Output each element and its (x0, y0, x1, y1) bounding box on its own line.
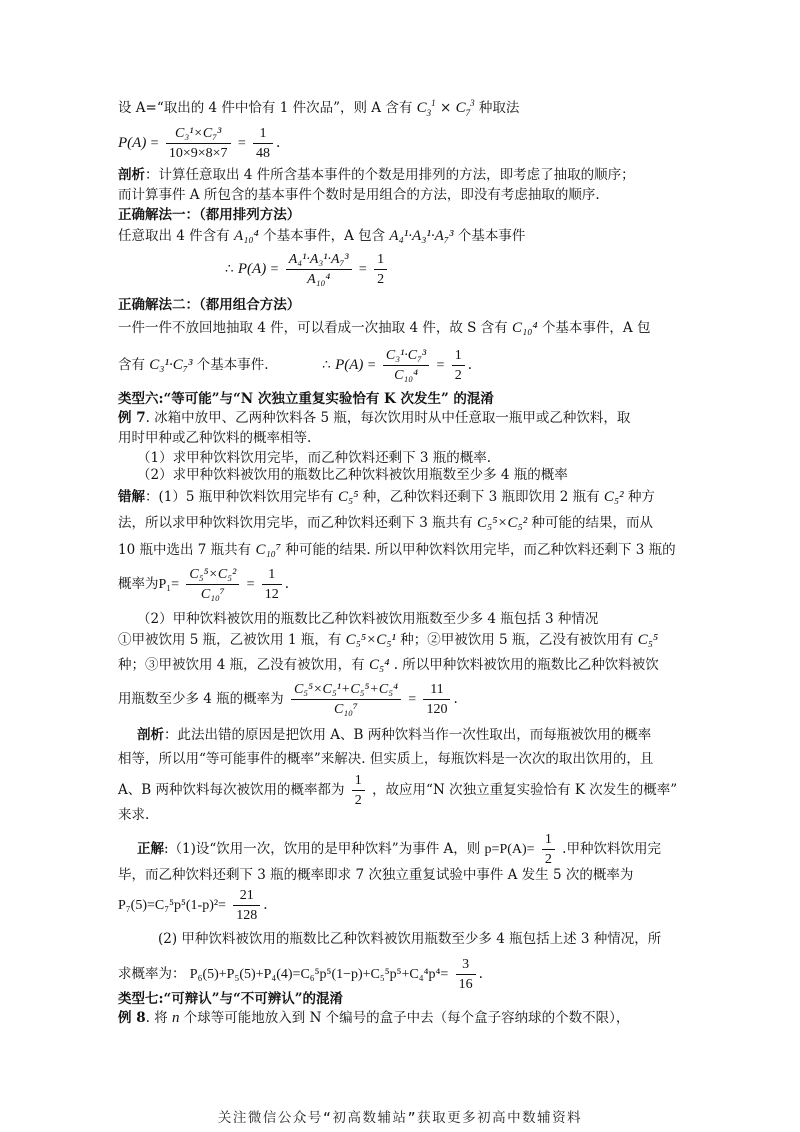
fraction: $\frac{1}{2}$ (542, 830, 555, 869)
text-line: （2）甲种饮料被饮用的瓶数比乙种饮料被饮用瓶数至少多 4 瓶包括 3 种情况 (137, 611, 599, 627)
formula-line: 概率为P₁= $\frac{\text{C₅⁵×C₅²}}{\text{C₁₀⁷}}$ = $\frac{1}{12}$ . (118, 567, 290, 602)
text-line: 含有 C₃¹·C₇³ 个基本事件. ∴ P(A) = $\frac{\text{C₃¹·C₇³}}{\text{C₁₀⁴}}$ = $\frac{1}{2}$ . (118, 348, 472, 383)
text-line: （1）求甲种饮料饮用完毕，而乙种饮料还剩下 3 瓶的概率. (137, 450, 492, 466)
section-heading: 正确解法二：（都用组合方法） (118, 297, 301, 313)
fraction: $\frac{\text{A₄¹·A₃¹·A₇³}}{\text{A₁₀⁴}}$ (286, 250, 352, 289)
fraction: $\frac{3}{16}$ (456, 955, 476, 994)
text-line: 错解：(1）5 瓶甲种饮料饮用完毕有 C₅⁵ 种，乙种饮料还剩下 3 瓶即饮用 2 瓶有 C₅² 种方 (118, 489, 655, 505)
text-line: 剖析：计算任意取出 4 件所含基本事件的个数是用排列的方法，即考虑了抽取的顺序； (118, 167, 635, 183)
combination: $C_7^3$ (455, 98, 475, 118)
text-line: 来求. (118, 807, 150, 823)
text-line: 毕，而乙种饮料还剩下 3 瓶的概率即求 7 次独立重复试验中事件 A 发生 5 次的概率为 (118, 867, 634, 883)
text-line: (2) 甲种饮料被饮用的瓶数比乙种饮料被饮用瓶数至少多 4 瓶包括上述 3 种情况，所 (158, 931, 662, 947)
text-line: A、B 两种饮料每次被饮用的概率都为 $\frac{1}{2}$ ，故应用“N 次独立重复实验恰有 K 次发生的概率” (118, 773, 678, 808)
text-line: ①甲被饮用 5 瓶，乙被饮用 1 瓶，有 C₅⁵×C₅¹ 种；②甲被饮用 5 瓶，乙没有被饮用有 C₅⁵ (118, 632, 659, 648)
fraction: $\frac{\text{C₅⁵×C₅¹+C₅⁵+C₅⁴}}{\text{C₁₀⁷}}$ (291, 680, 401, 719)
text-line: （2）求甲种饮料被饮用的瓶数比乙种饮料被饮用瓶数至少多 4 瓶的概率 (137, 467, 568, 483)
text-line: 用时甲种或乙种饮料的概率相等. (118, 430, 312, 446)
text-line: 种；③甲被饮用 4 瓶，乙没有被饮用，有 C₅⁴ . 所以甲种饮料被饮用的瓶数比乙种饮料被饮 (118, 657, 659, 673)
text-line: 任意取出 4 件含有 A₁₀⁴ 个基本事件，A 包含 A₄¹·A₃¹·A₇³ 个基本事件 (118, 228, 526, 244)
page-footer: 关注微信公众号“初高数辅站”获取更多初高中数辅资料 (217, 1110, 583, 1126)
text-line: 而计算事件 A 所包含的基本事件个数时是用组合的方法，即没有考虑抽取的顺序. (118, 187, 600, 203)
formula-line: P₇(5)=C₇⁵p⁵(1-p)²= $\frac{21}{128}$ . (118, 888, 268, 923)
text-line: 例 8. 将 n 个球等可能地放入到 N 个编号的盒子中去（每个盒子容纳球的个数不限）， (118, 1010, 630, 1026)
section-heading: 类型七:“可辩认”与“不可辨认”的混淆 (118, 991, 344, 1007)
formula-line: ∴ P(A) = $\frac{\text{A₄¹·A₃¹·A₇³}}{\text{A₁₀⁴}}$ = $\frac{1}{2}$ (225, 250, 390, 289)
fraction: $\frac{\text{C₃¹·C₇³}}{\text{C₁₀⁴}}$ (383, 346, 429, 385)
fraction: $\frac{1}{12}$ (262, 565, 282, 604)
text-line: 相等，所以用“等可能事件的概率”来解决. 但实质上，每瓶饮料是一次次的取出饮用的，且 (118, 751, 654, 767)
text-line: 法，所以求甲种饮料饮用完毕，而乙种饮料还剩下 3 瓶共有 C₅⁵×C₅² 种可能的结果，而从 (118, 515, 654, 531)
fraction: $\frac{1}{48}$ (253, 124, 273, 163)
combination: $C_3^1$ (416, 98, 436, 118)
section-heading: 正确解法一：（都用排列方法） (118, 207, 301, 223)
fraction: $\frac{1}{2}$ (374, 250, 387, 289)
fraction: $\frac{21}{128}$ (233, 886, 260, 925)
formula-line: 求概率为： P₆(5)+P₅(5)+P₄(4)=C₆⁵p⁵(1−p)+C₅⁵p⁵+C₄⁴p⁴= $\frac{3}{16}$ . (118, 957, 483, 992)
text-line: 设 A=“取出的 4 件中恰有 1 件次品”，则 A 含有 $C_3^1 \times C_7^3$ 种取法 (118, 98, 520, 118)
fraction: $\frac{\text{C₃¹×C₇³}}{10\times 9\times 8\times 7}$ (166, 124, 231, 163)
formula-line: 用瓶数至少多 4 瓶的概率为 $\frac{\text{C₅⁵×C₅¹+C₅⁵+C₅⁴}}{\text{C₁₀⁷}}$ = $\frac{11}{120}$ . (118, 682, 458, 717)
text-line: 10 瓶中选出 7 瓶共有 C₁₀⁷ 种可能的结果. 所以甲种饮料饮用完毕，而乙种饮料还剩下 3 瓶的 (118, 542, 676, 558)
text-line: 例 7. 冰箱中放甲、乙两种饮料各 5 瓶，每次饮用时从中任意取一瓶甲或乙种饮料，取 (118, 410, 631, 426)
fraction: $\frac{11}{120}$ (423, 680, 450, 719)
fraction: $\frac{1}{2}$ (352, 771, 365, 810)
formula-line: P(A) = $\frac{\text{C₃¹×C₇³}}{10\times 9\times 8\times 7}$ = $\frac{1}{48}$ . (118, 126, 281, 161)
section-heading: 类型六:“等可能”与“N 次独立重复实验恰有 K 次发生” 的混淆 (118, 391, 494, 407)
text-line: 剖析：此法出错的原因是把饮用 A、B 两种饮料当作一次性取出，而每瓶被饮用的概率 (137, 727, 652, 743)
text-line: 正解:（1)设“饮用一次，饮用的是甲种饮料”为事件 A，则 p=P(A)= $\frac{1}{2}$ .甲种饮料饮用完 (137, 832, 661, 867)
text-line: 一件一件不放回地抽取 4 件，可以看成一次抽取 4 件，故 S 含有 C₁₀⁴ 个基本事件，A 包 (118, 320, 651, 336)
fraction: $\frac{1}{2}$ (452, 346, 465, 385)
fraction: $\frac{\text{C₅⁵×C₅²}}{\text{C₁₀⁷}}$ (186, 565, 239, 604)
